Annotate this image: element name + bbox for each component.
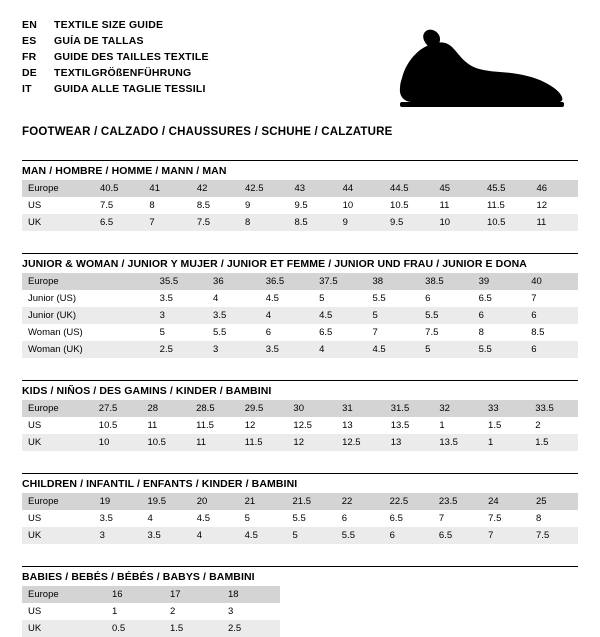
table-cell: 5 [419,341,472,358]
table-cell: 11.5 [481,197,530,214]
language-code: IT [22,83,32,95]
table-cell: 10 [337,197,384,214]
table-cell: 5 [239,510,287,527]
table-row [22,341,578,358]
table-cell: 8 [530,510,578,527]
table-cell: 5.5 [207,324,260,341]
size-section [22,380,578,451]
table-cell: 25 [530,493,578,510]
row-label: US [22,510,94,527]
table-row [22,493,578,510]
table-cell: 44.5 [384,180,433,197]
table-cell: 12 [239,417,288,434]
table-cell: 6 [419,290,472,307]
table-cell: 36 [207,273,260,290]
table-cell: 33 [482,400,529,417]
table-cell: 7.5 [482,510,530,527]
row-label: UK [22,527,94,544]
size-table [22,273,578,358]
language-row [22,34,209,48]
table-cell: 7 [143,214,190,231]
table-cell: 6 [525,307,578,324]
table-cell: 4.5 [260,290,313,307]
table-cell: 5.5 [367,290,420,307]
table-cell: 12.5 [336,434,385,451]
table-cell: 2 [164,603,222,620]
table-cell: 5.5 [336,527,384,544]
language-code: FR [22,51,37,63]
table-cell: 9.5 [384,214,433,231]
table-cell [103,324,154,341]
table-cell: 7.5 [530,527,578,544]
table-row [22,400,578,417]
table-cell: 3.5 [142,527,191,544]
row-label: Woman (UK) [22,341,103,358]
table-cell: 40 [525,273,578,290]
table-row [22,307,578,324]
row-label: US [22,603,106,620]
table-cell: 46 [530,180,578,197]
table-cell: 3.5 [94,510,142,527]
table-row [22,214,578,231]
table-row [22,273,578,290]
table-cell: 32 [433,400,482,417]
table-cell: 23.5 [433,493,482,510]
language-row [22,50,209,64]
section-divider [22,160,578,161]
row-label: Europe [22,180,94,197]
table-cell: 19.5 [142,493,191,510]
table-cell: 6.5 [473,290,526,307]
table-cell: 6.5 [94,214,143,231]
table-cell: 13.5 [433,434,482,451]
size-section [22,253,578,358]
table-cell: 7.5 [191,214,239,231]
table-cell: 31.5 [385,400,434,417]
table-cell: 45 [434,180,481,197]
size-section [22,566,578,637]
table-cell: 35.5 [154,273,207,290]
table-cell [103,290,154,307]
language-row [22,66,209,80]
table-cell: 10.5 [93,417,142,434]
table-cell: 9.5 [288,197,336,214]
footwear-heading: FOOTWEAR / CALZADO / CHAUSSURES / SCHUHE / CALZATURE [22,126,393,138]
table-row [22,434,578,451]
table-cell: 22.5 [384,493,433,510]
table-cell: 10 [93,434,142,451]
table-cell: 38 [367,273,420,290]
table-cell: 30 [287,400,336,417]
table-row [22,290,578,307]
table-cell: 3 [94,527,142,544]
row-label: Europe [22,493,94,510]
section-divider [22,380,578,381]
table-cell: 4.5 [191,510,239,527]
table-cell [103,273,154,290]
table-cell: 13 [385,434,434,451]
table-cell: 37.5 [313,273,366,290]
row-label: Europe [22,400,93,417]
table-cell: 10.5 [141,434,190,451]
table-cell [103,341,154,358]
section-title: CHILDREN / INFANTIL / ENFANTS / KINDER / BAMBINI [22,478,298,490]
table-cell: 11 [530,214,578,231]
table-cell: 1.5 [482,417,529,434]
table-cell: 4 [191,527,239,544]
table-cell: 11 [190,434,239,451]
table-cell: 6.5 [313,324,366,341]
table-cell: 39 [473,273,526,290]
table-cell: 5.5 [473,341,526,358]
language-row [22,18,209,32]
table-cell: 6 [473,307,526,324]
table-cell: 4 [313,341,366,358]
table-cell: 12 [287,434,336,451]
table-cell: 12 [530,197,578,214]
row-label: UK [22,620,106,637]
table-cell: 11 [434,197,481,214]
row-label: US [22,417,93,434]
language-code: EN [22,19,37,31]
table-cell: 9 [337,214,384,231]
language-text: GUIDE DES TAILLES TEXTILE [54,51,209,63]
table-cell: 8 [473,324,526,341]
table-cell: 4 [142,510,191,527]
table-cell [103,307,154,324]
table-cell: 6.5 [433,527,482,544]
section-divider [22,566,578,567]
table-cell: 28 [141,400,190,417]
section-title: KIDS / NIÑOS / DES GAMINS / KINDER / BAMBINI [22,385,272,397]
table-cell: 4 [207,290,260,307]
language-text: GUÍA DE TALLAS [54,35,144,47]
page-header [22,16,578,112]
table-cell: 1 [433,417,482,434]
table-cell: 21.5 [287,493,336,510]
row-label: Woman (US) [22,324,103,341]
table-cell: 6 [525,341,578,358]
table-cell: 6 [260,324,313,341]
table-cell: 45.5 [481,180,530,197]
section-title: JUNIOR & WOMAN / JUNIOR Y MUJER / JUNIOR ET FEMME / JUNIOR UND FRAU / JUNIOR E DONA [22,258,527,270]
table-cell: 5.5 [287,510,336,527]
table-cell: 42.5 [239,180,288,197]
table-cell: 8.5 [191,197,239,214]
row-label: UK [22,434,93,451]
row-label: Junior (US) [22,290,103,307]
table-cell: 36.5 [260,273,313,290]
table-cell: 12.5 [287,417,336,434]
table-row [22,620,280,637]
row-label: US [22,197,94,214]
table-cell: 17 [164,586,222,603]
table-cell: 11.5 [190,417,239,434]
table-row [22,417,578,434]
section-divider [22,473,578,474]
table-cell: 7 [433,510,482,527]
table-cell: 7.5 [94,197,143,214]
table-cell: 31 [336,400,385,417]
table-cell: 16 [106,586,164,603]
table-cell: 8 [143,197,190,214]
size-table [22,400,578,451]
table-cell: 2.5 [154,341,207,358]
table-cell: 5 [313,290,366,307]
table-cell: 13.5 [385,417,434,434]
table-cell: 2.5 [222,620,280,637]
table-cell: 6 [336,510,384,527]
table-cell: 8.5 [288,214,336,231]
table-cell: 29.5 [239,400,288,417]
table-cell: 5 [287,527,336,544]
size-table [22,180,578,231]
size-table [22,493,578,544]
size-table [22,586,280,637]
table-cell: 4.5 [367,341,420,358]
table-cell: 4.5 [239,527,287,544]
table-cell: 33.5 [529,400,578,417]
table-cell: 4.5 [313,307,366,324]
language-row [22,82,209,96]
table-row [22,510,578,527]
table-cell: 8.5 [525,324,578,341]
language-text: TEXTILGRÖßENFÜHRUNG [54,67,192,79]
table-cell: 10.5 [481,214,530,231]
table-cell: 7 [367,324,420,341]
table-cell: 5.5 [419,307,472,324]
table-cell: 11 [141,417,190,434]
table-cell: 8 [239,214,288,231]
table-cell: 9 [239,197,288,214]
table-cell: 13 [336,417,385,434]
language-text: TEXTILE SIZE GUIDE [54,19,164,31]
table-cell: 20 [191,493,239,510]
table-cell: 2 [529,417,578,434]
table-row [22,586,280,603]
table-cell: 3.5 [207,307,260,324]
table-cell: 6.5 [384,510,433,527]
table-cell: 38.5 [419,273,472,290]
table-cell: 3 [154,307,207,324]
table-cell: 40.5 [94,180,143,197]
table-cell: 3.5 [154,290,207,307]
table-cell: 1 [482,434,529,451]
section-title: BABIES / BEBÉS / BÉBÉS / BABYS / BAMBINI [22,571,255,583]
table-cell: 4 [260,307,313,324]
table-cell: 1.5 [529,434,578,451]
table-cell: 24 [482,493,530,510]
size-tables-container [22,160,578,637]
table-cell: 3.5 [260,341,313,358]
table-cell: 0.5 [106,620,164,637]
row-label: Europe [22,586,106,603]
table-cell: 19 [94,493,142,510]
table-cell: 44 [337,180,384,197]
table-cell: 21 [239,493,287,510]
table-row [22,324,578,341]
table-row [22,197,578,214]
section-title: MAN / HOMBRE / HOMME / MANN / MAN [22,165,227,177]
language-text: GUIDA ALLE TAGLIE TESSILI [54,83,206,95]
table-cell: 6 [384,527,433,544]
table-row [22,180,578,197]
table-row [22,603,280,620]
table-cell: 5 [154,324,207,341]
table-cell: 28.5 [190,400,239,417]
table-cell: 3 [207,341,260,358]
language-list [22,16,209,96]
row-label: Junior (UK) [22,307,103,324]
table-cell: 1.5 [164,620,222,637]
table-cell: 1 [106,603,164,620]
table-cell: 11.5 [239,434,288,451]
table-cell: 42 [191,180,239,197]
row-label: UK [22,214,94,231]
size-section [22,473,578,544]
table-cell: 41 [143,180,190,197]
size-section [22,160,578,231]
language-code: DE [22,67,37,79]
table-cell: 43 [288,180,336,197]
table-cell: 22 [336,493,384,510]
table-row [22,527,578,544]
table-cell: 7 [482,527,530,544]
table-cell: 10 [434,214,481,231]
dress-shoe-icon [392,26,572,112]
row-label: Europe [22,273,103,290]
table-cell: 18 [222,586,280,603]
language-code: ES [22,35,37,47]
table-cell: 5 [367,307,420,324]
table-cell: 10.5 [384,197,433,214]
table-cell: 7 [525,290,578,307]
table-cell: 3 [222,603,280,620]
section-divider [22,253,578,254]
table-cell: 7.5 [419,324,472,341]
table-cell: 27.5 [93,400,142,417]
